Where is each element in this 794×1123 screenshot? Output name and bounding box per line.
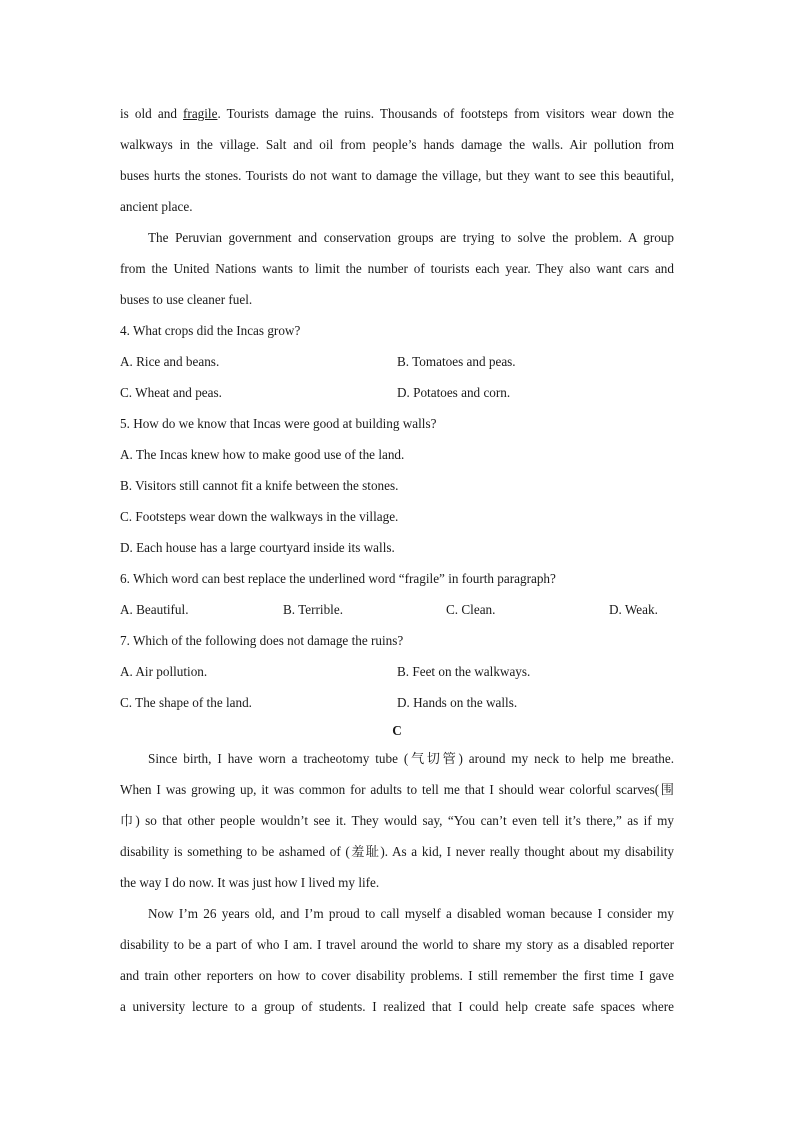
question-4-option-a: A. Rice and beans. <box>120 354 220 369</box>
question-5-option-d: D. Each house has a large courtyard inside its walls. <box>120 540 395 555</box>
question-6-options <box>120 594 674 625</box>
passage-c-paragraph-2 <box>120 898 674 1022</box>
question-7-option-d: D. Hands on the walls. <box>397 695 518 710</box>
question-6-option-d: D. Weak. <box>609 602 658 617</box>
underlined-word: fragile <box>183 106 218 121</box>
text-line: and train other reporters on how to cover disability problems. I still remember the first time I gave <box>120 968 674 983</box>
text-line: disability to be a part of who I am. I travel around the world to share my story as a disabled reporter <box>120 937 674 952</box>
question-7-option-b: B. Feet on the walkways. <box>397 664 531 679</box>
question-7-stem: 7. Which of the following does not damage the ruins? <box>120 633 404 648</box>
question-6-option-c: C. Clean. <box>446 602 496 617</box>
question-4-options-row-2 <box>120 377 674 408</box>
question-6-option-b: B. Terrible. <box>283 602 343 617</box>
text-line: Now I’m 26 years old, and I’m proud to call myself a disabled woman because I consider my <box>148 906 674 921</box>
section-title-c: C <box>392 723 402 738</box>
text-line: walkways in the village. Salt and oil from people’s hands damage the walls. Air pollution from <box>120 137 674 152</box>
question-7-options-row-2 <box>120 687 674 718</box>
text-line: buses hurts the stones. Tourists do not want to damage the village, but they want to see this beautiful, <box>120 168 674 183</box>
text-line: 巾) so that other people wouldn’t see it. They would say, “You can’t even tell it’s there,” as if my <box>120 813 674 828</box>
question-7-option-a: A. Air pollution. <box>120 664 208 679</box>
passage-b-paragraph-1 <box>120 98 674 222</box>
question-5-stem: 5. How do we know that Incas were good at building walls? <box>120 416 437 431</box>
text-line: is old and fragile. Tourists damage the ruins. Thousands of footsteps from visitors wear down the <box>120 106 674 121</box>
question-5-option-c: C. Footsteps wear down the walkways in the village. <box>120 509 399 524</box>
question-4-option-c: C. Wheat and peas. <box>120 385 222 400</box>
question-4-options-row-1 <box>120 346 674 377</box>
question-6-stem: 6. Which word can best replace the underlined word “fragile” in fourth paragraph? <box>120 571 556 586</box>
question-4-option-d: D. Potatoes and corn. <box>397 385 511 400</box>
text-line: When I was growing up, it was common for adults to tell me that I should wear colorful scarves(围 <box>120 782 674 797</box>
text-line: ancient place. <box>120 199 193 214</box>
text-line: disability is something to be ashamed of (羞耻). As a kid, I never really thought about my disability <box>120 844 674 859</box>
question-5-option-b: B. Visitors still cannot fit a knife between the stones. <box>120 478 399 493</box>
question-4-option-b: B. Tomatoes and peas. <box>397 354 516 369</box>
question-5-option-a: A. The Incas knew how to make good use of the land. <box>120 447 405 462</box>
text-line: Since birth, I have worn a tracheotomy tube (气切管) around my neck to help me breathe. <box>148 751 674 766</box>
passage-c-paragraph-1 <box>120 743 674 898</box>
text-line: The Peruvian government and conservation groups are trying to solve the problem. A group <box>148 230 674 245</box>
question-7-option-c: C. The shape of the land. <box>120 695 252 710</box>
question-6-option-a: A. Beautiful. <box>120 602 189 617</box>
text-line: from the United Nations wants to limit the number of tourists each year. They also want cars and <box>120 261 674 276</box>
question-4-stem: 4. What crops did the Incas grow? <box>120 323 301 338</box>
text-line: buses to use cleaner fuel. <box>120 292 253 307</box>
question-7-options-row-1 <box>120 656 674 687</box>
passage-b-paragraph-2 <box>120 222 674 315</box>
text-line: a university lecture to a group of students. I realized that I could help create safe spaces where <box>120 999 674 1014</box>
text-line: the way I do now. It was just how I lived my life. <box>120 875 380 890</box>
